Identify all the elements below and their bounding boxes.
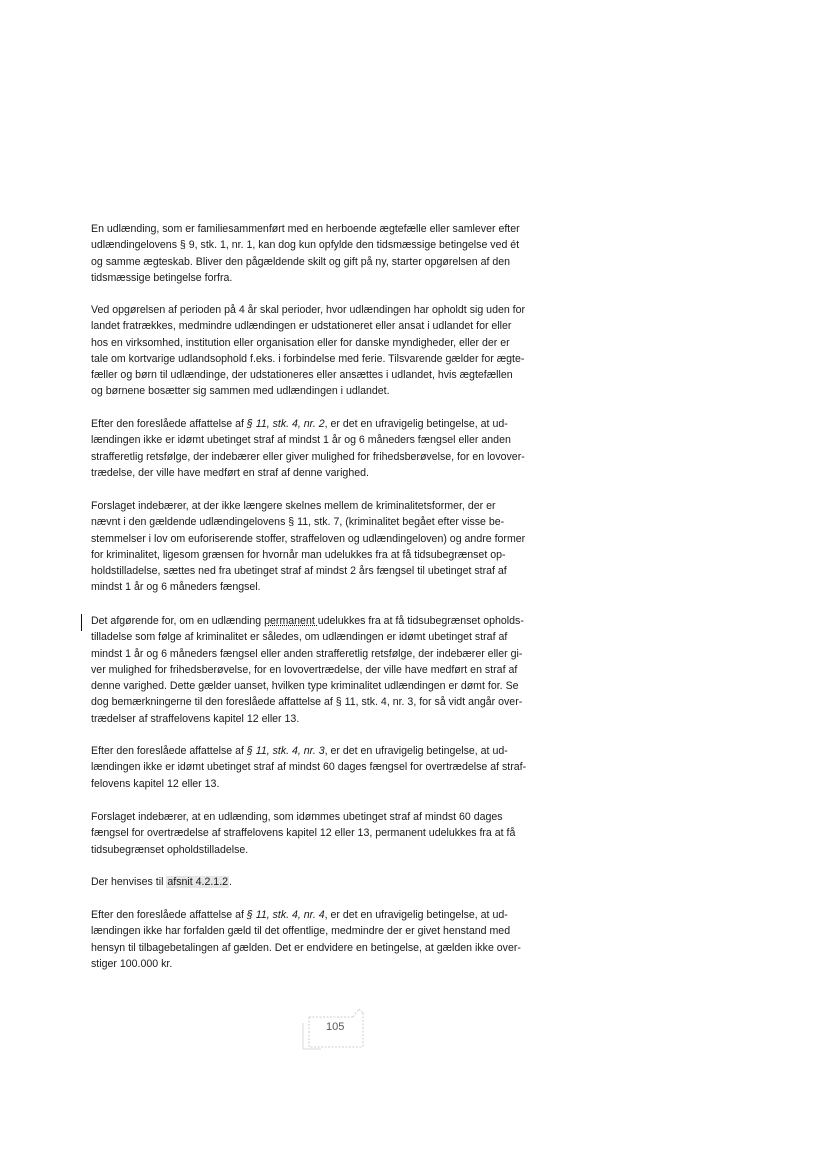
text-line: udlændingelovens § 9, stk. 1, nr. 1, kan dog kun opfylde den tidsmæssige betingelse ved ét (91, 239, 520, 252)
text-run: , er det en ufravigelig betingelse, at ud- (324, 418, 508, 430)
text-run: Det afgørende for, om en udlænding (91, 615, 265, 627)
text-line: strafferetlig retsfølge, der indebærer eller giver mulighed for frihedsberøvelse, for en lovover- (91, 450, 525, 463)
text-line: landet fratrækkes, medmindre udlændingen er udstationeret eller ansat i udlandet for eller (91, 320, 512, 333)
text-line: holdstilladelse, sættes ned fra ubetinget straf af mindst 2 års fængsel til ubetinget straf af (91, 565, 507, 578)
text-line: trædelse, der ville have medført en straf af denne varighed. (91, 466, 369, 479)
paragraph-5 (91, 613, 591, 727)
text-line: hensyn til tilbagebetalingen af gælden. Det er endvidere en betingelse, at gælden ikke over- (91, 941, 521, 954)
text-line: for kriminalitet, ligesom grænsen for hvornår man udelukkes fra at få tidsubegrænset op- (91, 548, 506, 561)
text-line: mindst 1 år og 6 måneders fængsel eller anden strafferetlig retsfølge, der indebærer eller gi- (91, 647, 523, 660)
paragraph-9 (91, 907, 591, 972)
paragraph-3 (91, 416, 591, 481)
text-line: og samme ægteskab. Bliver den pågældende skilt og gift på ny, starter opgørelsen af den (91, 255, 511, 268)
text-line: stiger 100.000 kr. (91, 957, 173, 970)
paragraph-1 (91, 221, 591, 286)
text-run: Efter den foreslåede affattelse af (91, 745, 247, 757)
page-number: 105 (326, 1021, 345, 1033)
paragraph-2 (91, 302, 591, 400)
text-line: tilladelse som følge af kriminalitet er således, om udlændingen er idømt ubetinget straf af (91, 631, 508, 644)
section-link[interactable]: afsnit 4.2.1.2 (167, 876, 229, 888)
text-run: Efter den foreslåede affattelse af (91, 418, 247, 430)
text-line: tale om kortvarige udlandsophold f.eks. i forbindelse med ferie. Tilsvarende gælder for ægte- (91, 352, 525, 365)
text-line: stemmelser i lov om euforiserende stoffer, straffeloven og udlændingeloven) og andre former (91, 532, 526, 545)
text-line (91, 743, 591, 759)
underlined-word: permanent (264, 615, 318, 627)
text-run: , er det en ufravigelig betingelse, at ud- (324, 745, 508, 757)
text-line (91, 907, 591, 923)
text-line: Forslaget indebærer, at der ikke længere skelnes mellem de kriminalitetsformer, der er (91, 500, 496, 512)
text-line: Forslaget indebærer, at en udlænding, som idømmes ubetinget straf af mindst 60 dages (91, 811, 503, 823)
text-line (91, 613, 591, 629)
text-run: Der henvises til (91, 876, 167, 888)
section-reference: § 11, stk. 4, nr. 2 (246, 418, 325, 430)
text-line (91, 874, 591, 890)
section-reference: § 11, stk. 4, nr. 4 (246, 909, 325, 921)
text-line: lændingen ikke er idømt ubetinget straf af mindst 60 dages fængsel for overtrædelse af straf- (91, 761, 527, 774)
text-run: udelukkes fra at få tidsubegrænset opholds- (317, 615, 524, 627)
paragraph-6 (91, 743, 591, 792)
text-line: En udlænding, som er familiesammenført med en herboende ægtefælle eller samlever efter (91, 223, 520, 235)
text-line: fængsel for overtrædelse af straffelovens kapitel 12 eller 13, permanent udelukkes fra at få (91, 827, 516, 840)
text-line: tidsubegrænset opholdstilladelse. (91, 843, 249, 856)
text-run: Efter den foreslåede affattelse af (91, 909, 247, 921)
paragraph-8 (91, 874, 591, 890)
text-line: ver mulighed for frihedsberøvelse, for en lovovertrædelse, der ville have medført en straf af (91, 663, 518, 676)
text-line: hos en virksomhed, institution eller organisation eller for danske myndigheder, eller der er (91, 336, 510, 349)
paragraph-4 (91, 498, 591, 596)
text-run: . (229, 876, 232, 888)
text-line: nævnt i den gældende udlændingelovens § 11, stk. 7, (kriminalitet begået efter visse be- (91, 516, 505, 529)
text-line: dog bemærkningerne til den foreslåede affattelse af § 11, stk. 4, nr. 3, for så vidt angår over- (91, 696, 523, 709)
text-line: mindst 1 år og 6 måneders fængsel. (91, 581, 261, 594)
text-line (91, 416, 591, 432)
text-line: felovens kapitel 12 eller 13. (91, 777, 220, 790)
text-line: lændingen ikke er idømt ubetinget straf af mindst 1 år og 6 måneders fængsel eller anden (91, 434, 511, 447)
text-line: tidsmæssige betingelse forfra. (91, 271, 233, 284)
text-line: trædelser af straffelovens kapitel 12 eller 13. (91, 712, 300, 725)
section-reference: § 11, stk. 4, nr. 3 (246, 745, 325, 757)
text-line: lændingen ikke har forfalden gæld til det offentlige, medmindre der er givet henstand med (91, 925, 511, 938)
text-line: denne varighed. Dette gælder uanset, hvilken type kriminalitet udlændingen er dømt for. Se (91, 680, 519, 693)
text-run: , er det en ufravigelig betingelse, at ud- (324, 909, 508, 921)
text-line: Ved opgørelsen af perioden på 4 år skal perioder, hvor udlændingen har opholdt sig uden for (91, 304, 526, 316)
change-bar (81, 614, 82, 631)
text-line: og børnene bosætter sig sammen med udlændingen i udlandet. (91, 385, 390, 398)
text-line: fæller og børn til udlændinge, der udstationeres eller ansættes i udlandet, hvis ægtefællen (91, 369, 513, 382)
paragraph-7 (91, 809, 591, 858)
